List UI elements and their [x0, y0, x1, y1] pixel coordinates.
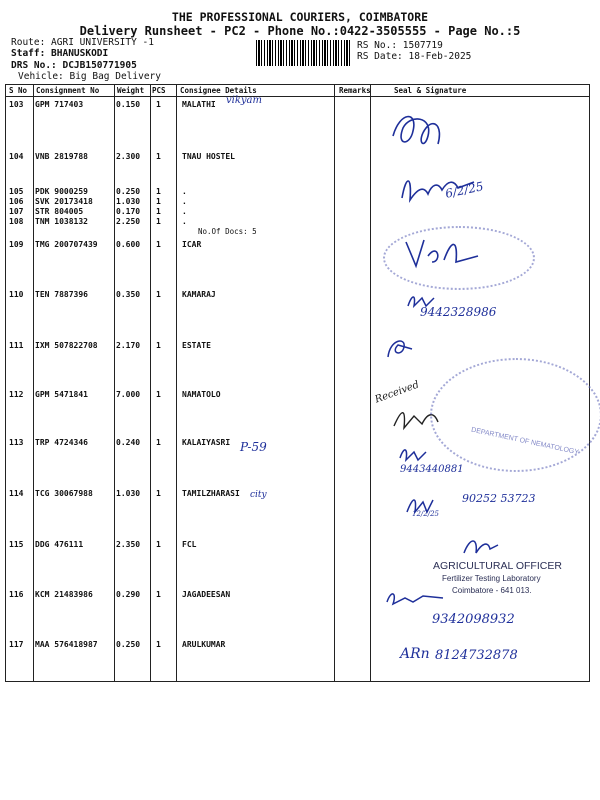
row-consignment: IXM 507822708 — [35, 341, 98, 350]
row-sno: 105 — [9, 187, 24, 196]
row-consignee: . — [182, 187, 187, 196]
col-seal: Seal & Signature — [394, 86, 467, 95]
row-weight: 0.150 — [116, 100, 141, 109]
row-consignee: TAMILZHARASI — [182, 489, 240, 498]
col-weight: Weight — [117, 86, 145, 95]
signature-113 — [398, 444, 428, 464]
row-consignee: FCL — [182, 540, 197, 549]
table-row — [6, 540, 589, 552]
signature-116 — [385, 588, 445, 608]
row-sno: 108 — [9, 217, 24, 226]
row-weight: 7.000 — [116, 390, 141, 399]
row-sno: 107 — [9, 207, 24, 216]
row-consignee: . — [182, 197, 187, 206]
row-consignment: STR 804005 — [35, 207, 84, 216]
vehicle: Vehicle: Big Bag Delivery — [18, 71, 161, 82]
row-pcs: 1 — [156, 390, 161, 399]
signature-103 — [388, 106, 448, 156]
staff-name: BHANUSKODI — [51, 48, 109, 59]
row-consignment: VNB 2819788 — [35, 152, 88, 161]
row-weight: 0.250 — [116, 640, 141, 649]
row-pcs: 1 — [156, 640, 161, 649]
handwritten-date: 12/2/25 — [412, 510, 439, 518]
col-pcs: PCS — [152, 86, 166, 95]
row-pcs: 1 — [156, 207, 161, 216]
row-pcs: 1 — [156, 341, 161, 350]
handwritten-signature: ARn — [400, 646, 430, 662]
row-consignment: TMG 200707439 — [35, 240, 98, 249]
barcode — [256, 40, 352, 66]
drs-number — [11, 60, 137, 71]
signature-109 — [402, 232, 482, 272]
handwritten-note: P-59 — [240, 440, 267, 454]
handwritten-date: 6/2/25 — [443, 179, 485, 201]
row-consignment: GPM 5471841 — [35, 390, 88, 399]
row-consignee: NAMATOLO — [182, 390, 221, 399]
row-pcs: 1 — [156, 187, 161, 196]
rs-date: RS Date: 18-Feb-2025 — [357, 51, 472, 62]
col-consignee: Consignee Details — [180, 86, 257, 95]
table-row — [6, 290, 589, 302]
row-weight: 2.350 — [116, 540, 141, 549]
officer-stamp-line2: Fertilizer Testing Laboratory — [442, 574, 541, 583]
row-consignee: ESTATE — [182, 341, 211, 350]
col-consignment: Consignment No — [36, 86, 100, 95]
row-sno: 110 — [9, 290, 24, 299]
row-weight: 0.170 — [116, 207, 141, 216]
row-consignment: SVK 20173418 — [35, 197, 93, 206]
drs-value: DCJB150771905 — [62, 60, 137, 71]
row-sno: 109 — [9, 240, 24, 249]
officer-stamp-line3: Coimbatore - 641 013. — [452, 586, 532, 595]
row-pcs: 1 — [156, 152, 161, 161]
row-sno: 112 — [9, 390, 24, 399]
row-consignment: TRP 4724346 — [35, 438, 88, 447]
row-weight: 0.250 — [116, 187, 141, 196]
row-consignee: KAMARAJ — [182, 290, 216, 299]
row-pcs: 1 — [156, 240, 161, 249]
table-row — [6, 100, 589, 112]
row-sno: 103 — [9, 100, 24, 109]
row-pcs: 1 — [156, 540, 161, 549]
row-consignee: MALATHI — [182, 100, 216, 109]
handwritten-phone: 9443440881 — [400, 464, 464, 475]
row-consignee: KALAIYASRI — [182, 438, 231, 447]
signature-111 — [384, 335, 414, 361]
handwritten-phone: 9442328986 — [420, 305, 497, 319]
handwritten-phone: 90252 53723 — [462, 492, 536, 505]
row-pcs: 1 — [156, 489, 161, 498]
row-consignee: ICAR — [182, 240, 202, 249]
row-sno: 106 — [9, 197, 24, 206]
row-sno: 111 — [9, 341, 24, 350]
row-consignee: . — [182, 207, 187, 216]
table-row — [6, 341, 589, 353]
row-consignment: MAA 576418987 — [35, 640, 98, 649]
row-sno: 104 — [9, 152, 24, 161]
staff-label: Staff: — [11, 48, 52, 59]
row-pcs: 1 — [156, 438, 161, 447]
row-pcs: 1 — [156, 217, 161, 226]
row-consignment: TCG 30067988 — [35, 489, 93, 498]
handwritten-note: city — [250, 490, 267, 500]
row-consignee: ARULKUMAR — [182, 640, 226, 649]
table-row — [6, 152, 589, 164]
row-consignment: PDK 9000259 — [35, 187, 88, 196]
row-weight: 2.170 — [116, 341, 141, 350]
row-pcs: 1 — [156, 590, 161, 599]
col-remarks: Remarks — [339, 86, 371, 95]
row-weight: 1.030 — [116, 489, 141, 498]
row-pcs: 1 — [156, 100, 161, 109]
row-sno: 116 — [9, 590, 24, 599]
row-consignee: TNAU HOSTEL — [182, 152, 235, 161]
handwritten-note: vikyam — [226, 95, 263, 106]
row-consignment: TNM 1038132 — [35, 217, 88, 226]
staff — [11, 48, 108, 59]
row-weight: 1.030 — [116, 197, 141, 206]
handwritten-received: Received — [373, 379, 421, 406]
row-sno: 115 — [9, 540, 24, 549]
row-consignment: TEN 7887396 — [35, 290, 88, 299]
route: Route: AGRI UNIVERSITY -1 — [11, 37, 154, 48]
row-sno: 117 — [9, 640, 24, 649]
signature-115 — [460, 535, 500, 559]
col-sno: S No — [9, 86, 28, 95]
row-consignment: KCM 21483986 — [35, 590, 93, 599]
row-consignment: GPM 717403 — [35, 100, 84, 109]
row-consignment: DDG 476111 — [35, 540, 84, 549]
row-weight: 2.300 — [116, 152, 141, 161]
row-weight: 0.240 — [116, 438, 141, 447]
seal-text: DEPARTMENT OF NEMATOLOGY — [470, 426, 580, 457]
row-weight: 0.350 — [116, 290, 141, 299]
row-pcs: 1 — [156, 197, 161, 206]
officer-stamp-line1: AGRICULTURAL OFFICER — [433, 560, 562, 572]
row-consignee: . — [182, 217, 187, 226]
handwritten-phone: 8124732878 — [435, 648, 518, 663]
company-name: THE PROFESSIONAL COURIERS, COIMBATORE — [171, 10, 429, 24]
drs-label: DRS No.: — [11, 60, 63, 71]
table-row — [6, 217, 589, 229]
runsheet-title: Delivery Runsheet - PC2 - Phone No.:0422-3505555 - Page No.:5 — [79, 24, 521, 38]
row-weight: 0.600 — [116, 240, 141, 249]
no-of-docs: No.Of Docs: 5 — [198, 227, 257, 236]
row-consignee: JAGADEESAN — [182, 590, 231, 599]
row-weight: 2.250 — [116, 217, 141, 226]
rs-number: RS No.: 1507719 — [357, 40, 443, 51]
row-sno: 113 — [9, 438, 24, 447]
row-weight: 0.290 — [116, 590, 141, 599]
handwritten-phone: 9342098932 — [432, 612, 515, 627]
row-sno: 114 — [9, 489, 24, 498]
row-pcs: 1 — [156, 290, 161, 299]
